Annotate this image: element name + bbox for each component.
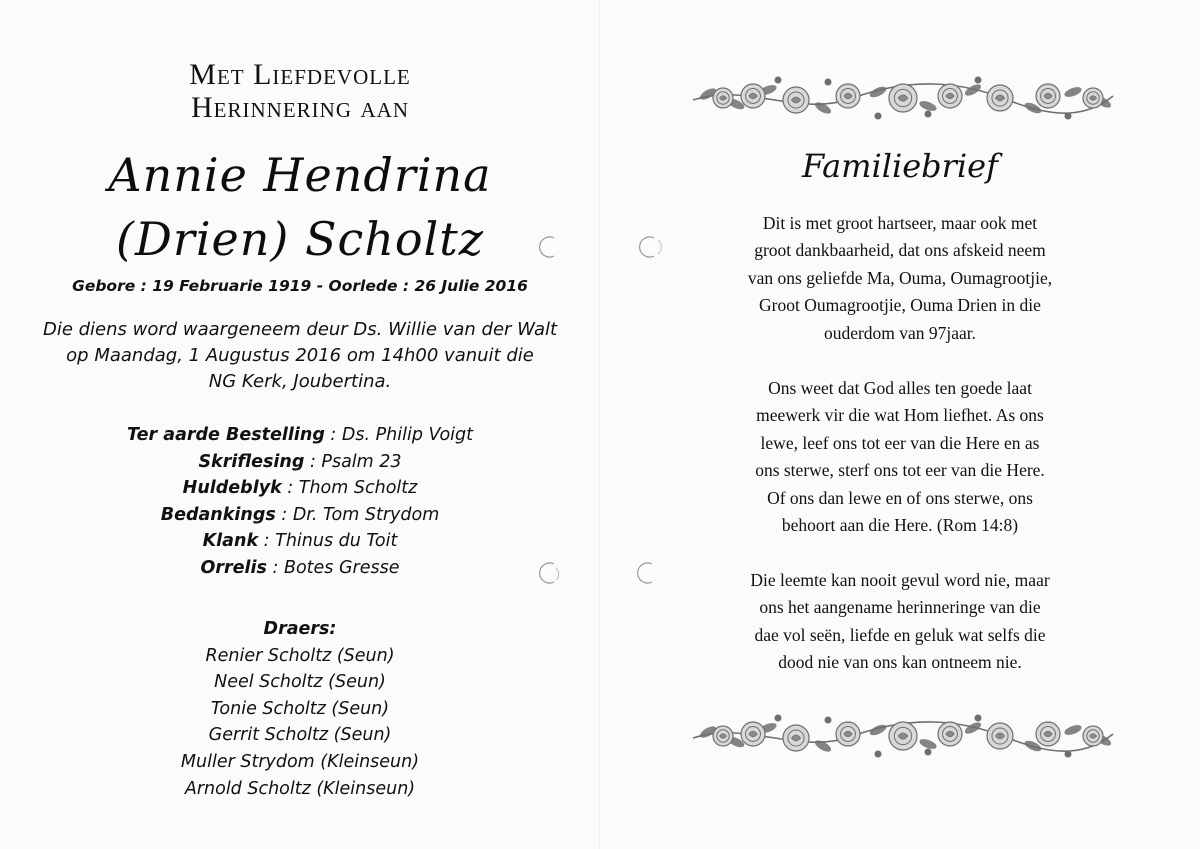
role-separator: : <box>324 425 342 445</box>
letter-paragraph-1 <box>730 210 1070 347</box>
pallbearer-name: Gerrit Scholtz (Seun) <box>208 725 392 746</box>
right-page <box>600 0 1200 849</box>
role-value: Botes Gresse <box>283 557 400 578</box>
paragraph-line: dae vol seën, liefde en geluk wat selfs die <box>754 624 1046 645</box>
role-value: Ds. Philip Voigt <box>341 425 473 445</box>
role-label: Orrelis <box>200 557 267 578</box>
role-separator: : <box>266 557 284 578</box>
paragraph-line: Dit is met groot hartseer, maar ook met <box>762 213 1038 233</box>
role-label: Ter aarde Bestelling <box>127 425 325 445</box>
deceased-name-line-1: Annie Hendrina <box>108 148 492 202</box>
role-row <box>0 502 600 529</box>
paragraph-line: Groot Oumagrootjie, Ouma Drien in die <box>759 295 1041 316</box>
pallbearer-name: Arnold Scholtz (Kleinseun) <box>184 778 416 799</box>
paragraph-line: behoort aan die Here. (Rom 14:8) <box>781 515 1019 536</box>
pallbearers-list <box>0 616 600 802</box>
punch-hole-icon <box>636 560 662 586</box>
pallbearers-title: Draers: <box>263 619 337 639</box>
pallbearer-name: Tonie Scholtz (Seun) <box>210 698 390 719</box>
role-row <box>0 528 600 555</box>
pallbearer-name: Muller Strydom (Kleinseun) <box>180 751 420 772</box>
paragraph-line: Ons weet dat God alles ten goede laat <box>768 378 1032 398</box>
service-roles-list <box>0 422 600 582</box>
service-line-1: Die diens word waargeneem deur Ds. Willie van der Walt <box>42 319 558 340</box>
role-separator: : <box>304 451 322 472</box>
paragraph-line: groot dankbaarheid, dat ons afskeid neem <box>754 240 1046 261</box>
paragraph-line: Die leemte kan nooit gevul word nie, maar <box>750 570 1050 590</box>
service-line-3: NG Kerk, Joubertina. <box>208 371 392 392</box>
letter-paragraph-2 <box>730 375 1070 539</box>
role-value: Dr. Tom Strydom <box>292 504 440 525</box>
role-label: Skriflesing <box>198 451 305 472</box>
role-row <box>0 475 600 502</box>
paragraph-line: van ons geliefde Ma, Ouma, Oumagrootjie, <box>747 267 1053 288</box>
role-value: Thom Scholtz <box>298 478 418 499</box>
birth-death-dates: Gebore : 19 Februarie 1919 - Oorlede : 26 Julie 2016 <box>72 277 528 295</box>
role-row <box>0 449 600 476</box>
paragraph-line: ons sterwe, sterf ons tot eer van die Here. <box>755 460 1045 481</box>
punch-hole-icon <box>536 234 562 260</box>
paragraph-line: lewe, leef ons tot eer van die Here en as <box>760 432 1040 453</box>
role-label: Klank <box>202 531 259 552</box>
role-label: Huldeblyk <box>182 478 282 499</box>
heading-line-2: Herinnering aan <box>191 91 409 124</box>
role-separator: : <box>281 478 299 499</box>
floral-border-icon <box>688 68 1118 128</box>
role-separator: : <box>275 504 293 525</box>
punch-hole-icon <box>536 560 562 586</box>
role-value: Psalm 23 <box>321 451 402 472</box>
paragraph-line: ons het aangename herinneringe van die <box>759 597 1041 618</box>
heading-line-1: Met Liefdevolle <box>189 58 411 91</box>
pallbearer-name: Neel Scholtz (Seun) <box>214 672 386 693</box>
paragraph-line: ouderdom van 97jaar. <box>823 322 977 343</box>
pallbearer-name: Renier Scholtz (Seun) <box>205 645 395 666</box>
paragraph-line: meewerk vir die wat Hom liefhet. As ons <box>756 405 1044 426</box>
role-row <box>0 422 600 449</box>
role-value: Thinus du Toit <box>275 531 398 552</box>
role-label: Bedankings <box>160 504 276 525</box>
floral-border-icon <box>688 706 1118 766</box>
service-line-2: op Maandag, 1 Augustus 2016 om 14h00 vanuit die <box>66 345 534 366</box>
paragraph-line: Of ons dan lewe en of ons sterwe, ons <box>767 487 1033 508</box>
punch-hole-icon <box>638 234 664 260</box>
letter-title: Familiebrief <box>802 147 998 185</box>
paragraph-line: dood nie van ons kan ontneem nie. <box>778 652 1022 673</box>
role-row <box>0 555 600 582</box>
deceased-name-line-2: (Drien) Scholtz <box>116 212 484 266</box>
letter-paragraph-3 <box>730 567 1070 677</box>
role-separator: : <box>258 531 276 552</box>
